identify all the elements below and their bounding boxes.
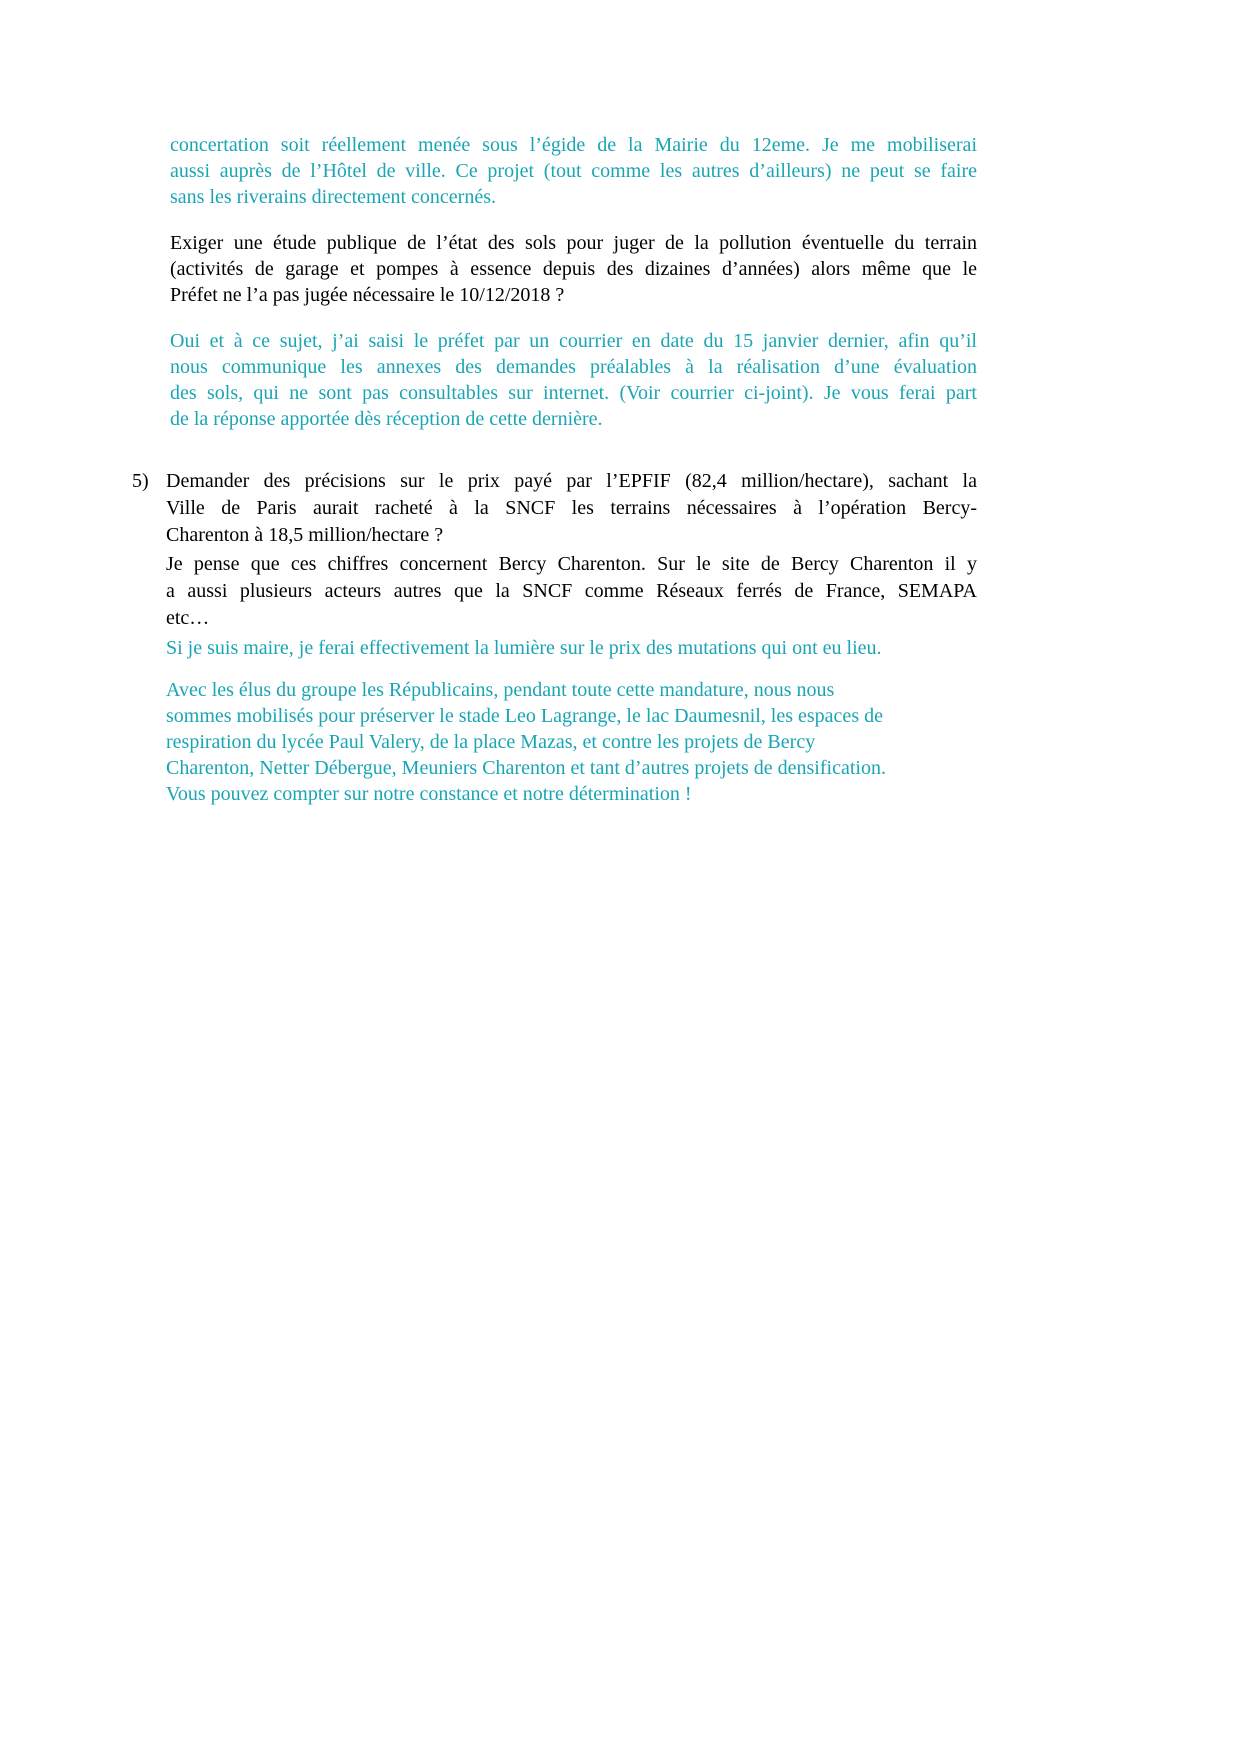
- text-line: Charenton, Netter Débergue, Meuniers Charenton et tant d’autres projets de densification.: [166, 757, 886, 779]
- text-line: respiration du lycée Paul Valery, de la place Mazas, et contre les projets de Bercy: [166, 731, 816, 753]
- text-line: a aussi plusieurs acteurs autres que la SNCF comme Réseaux ferrés de France, SEMAPA: [166, 580, 977, 602]
- reply-soil-paragraph: [170, 328, 977, 432]
- text-line: Je pense que ces chiffres concernent Bercy Charenton. Sur le site de Bercy Charenton il y: [166, 553, 977, 575]
- text-line: Si je suis maire, je ferai effectivement la lumière sur le prix des mutations qui ont eu lieu.: [166, 637, 882, 659]
- item5-answer-paragraph: [166, 551, 977, 632]
- text-line: de la réponse apportée dès réception de cette dernière.: [170, 408, 603, 430]
- text-line: des sols, qui ne sont pas consultables sur internet. (Voir courrier ci-joint). Je vous ferai part: [170, 382, 977, 404]
- text-line: Oui et à ce sujet, j’ai saisi le préfet par un courrier en date du 15 janvier dernier, afin qu’il: [170, 330, 977, 352]
- text-line: concertation soit réellement menée sous l’égide de la Mairie du 12eme. Je me mobiliserai: [170, 134, 977, 156]
- text-line: Vous pouvez compter sur notre constance et notre détermination !: [166, 783, 692, 805]
- text-line: sans les riverains directement concernés.: [170, 186, 496, 208]
- item5-question-paragraph: [166, 468, 977, 549]
- text-line: aussi auprès de l’Hôtel de ville. Ce projet (tout comme les autres d’ailleurs) ne peut se faire: [170, 160, 977, 182]
- closing-paragraph: [166, 677, 977, 807]
- text-line: Ville de Paris aurait racheté à la SNCF les terrains nécessaires à l’opération Bercy-: [166, 497, 977, 519]
- reply-continuation-paragraph: [170, 132, 977, 210]
- text-line: sommes mobilisés pour préserver le stade Leo Lagrange, le lac Daumesnil, les espaces de: [166, 705, 883, 727]
- list-item-number: 5): [132, 470, 149, 492]
- text-line: etc…: [166, 607, 210, 629]
- text-line: Avec les élus du groupe les Républicains, pendant toute cette mandature, nous nous: [166, 679, 835, 701]
- text-line: Charenton à 18,5 million/hectare ?: [166, 524, 444, 546]
- text-line: Exiger une étude publique de l’état des sols pour juger de la pollution éventuelle du terrain: [170, 232, 977, 254]
- text-line: (activités de garage et pompes à essence depuis des dizaines d’années) alors même que le: [170, 258, 977, 280]
- text-line: nous communique les annexes des demandes préalables à la réalisation d’une évaluation: [170, 356, 977, 378]
- text-line: Préfet ne l’a pas jugée nécessaire le 10/12/2018 ?: [170, 284, 565, 306]
- item5-reply-paragraph: [166, 635, 977, 661]
- text-line: Demander des précisions sur le prix payé par l’EPFIF (82,4 million/hectare), sachant la: [166, 470, 977, 492]
- question-soil-paragraph: [170, 230, 977, 308]
